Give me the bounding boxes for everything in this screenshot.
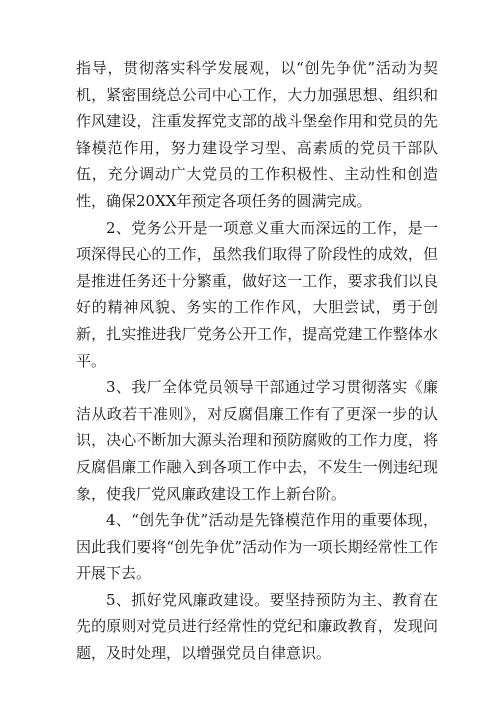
paragraph-item-2: 2、党务公开是一项意义重大而深远的工作，是一项深得民心的工作，虽然我们取得了阶段性的成效，但是推进任务还十分繁重，做好这一工作，要求我们以良好的精神风貌、务实的工作作风，大胆尝试，勇于创新，扎实推进我厂党务公开工作，提高党建工作整体水平。	[76, 218, 438, 370]
paragraph-item-5: 5、抓好党风廉政建设。要坚持预防为主、教育在先的原则对党员进行经常性的党纪和廉政教育，发现问题，及时处理，以增强党员自律意识。	[76, 590, 438, 663]
paragraph-continuation: 指导，贯彻落实科学发展观，以“创先争优”活动为契机，紧密围绕总公司中心工作，大力加强思想、组织和作风建设，注重发挥党支部的战斗堡垒作用和党员的先锋模范作用，努力建设学习型、高素质的党员干部队伍，充分调动广大党员的工作积极性、主动性和创造性，确保20XX年预定各项任务的圆满完成。	[76, 59, 438, 210]
paragraph-item-4: 4、“创先争优”活动是先锋模范作用的重要体现，因此我们要将“创先争优”活动作为一项长期经常性工作开展下去。	[76, 511, 438, 583]
document-body	[76, 55, 438, 667]
paragraph-item-3: 3、我厂全体党员领导干部通过学习贯彻落实《廉洁从政若干准则》，对反腐倡廉工作有了更深一步的认识，决心不断加大源头治理和预防腐败的工作力度，将反腐倡廉工作融入到各项工作中去，不发生一例违纪现象，使我厂党风廉政建设工作上新台阶。	[76, 378, 438, 503]
